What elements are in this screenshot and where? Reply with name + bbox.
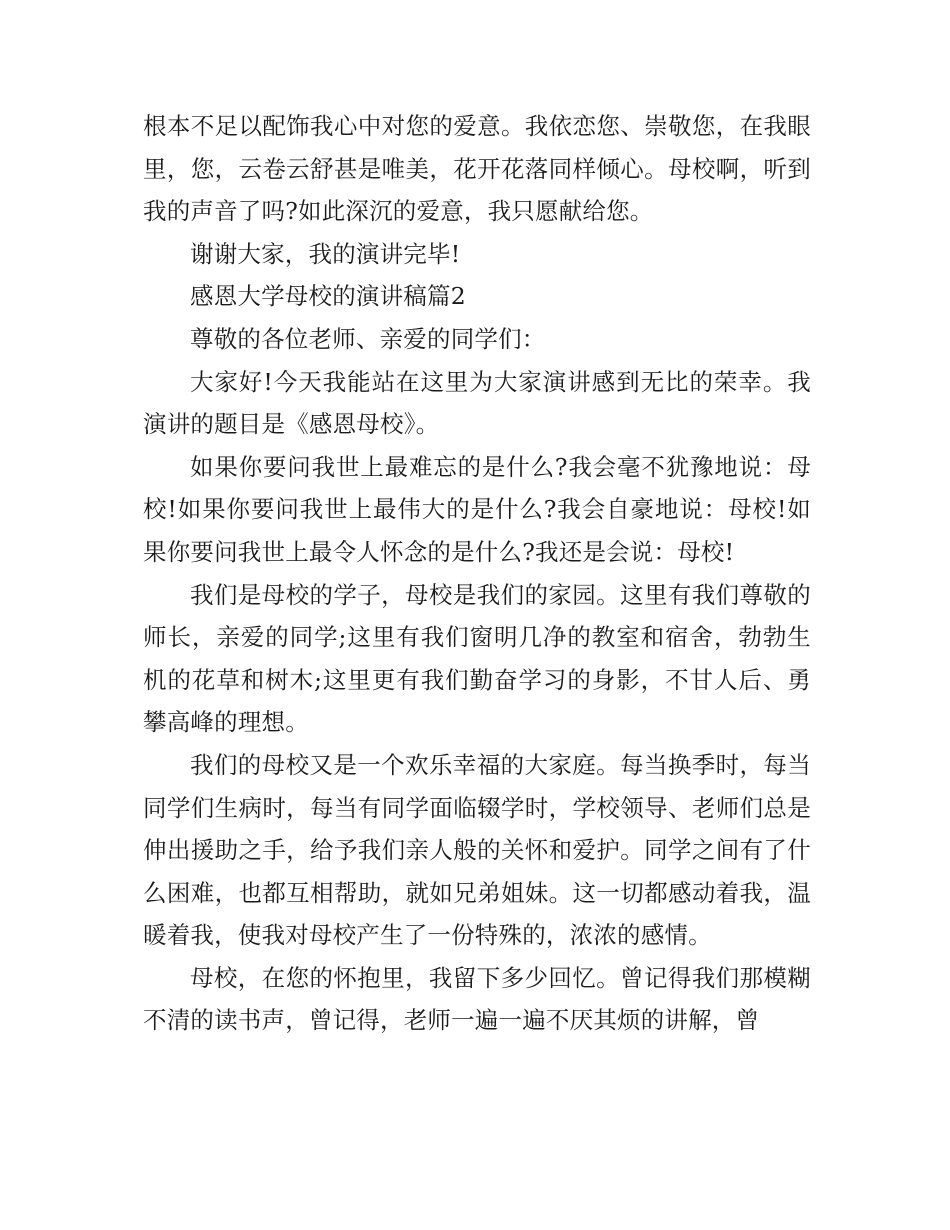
paragraph-greeting: 大家好!今天我能站在这里为大家演讲感到无比的荣幸。我演讲的题目是《感恩母校》。 xyxy=(143,367,811,439)
paragraph-continued: 根本不足以配饰我心中对您的爱意。我依恋您、崇敬您，在我眼里，您，云卷云舒甚是唯美，花开花落同样倾心。母校啊，听到我的声音了吗?如此深沉的爱意，我只愿献给您。 xyxy=(143,112,811,226)
document-body xyxy=(143,105,811,1042)
section-heading: 感恩大学母校的演讲稿篇2 xyxy=(190,282,466,311)
paragraph-questions: 如果你要问我世上最难忘的是什么?我会毫不犹豫地说：母校!如果你要问我世上最伟大的是什么?我会自豪地说：母校!如果你要问我世上最令人怀念的是什么?我还是会说：母校! xyxy=(143,452,811,566)
salutation: 尊敬的各位老师、亲爱的同学们： xyxy=(190,324,546,353)
paragraph-home: 我们是母校的学子，母校是我们的家园。这里有我们尊敬的师长，亲爱的同学;这里有我们窗明几净的教室和宿舍，勃勃生机的花草和树木;这里更有我们勤奋学习的身影，不甘人后、勇攀高峰的理想。 xyxy=(143,580,811,737)
paragraph-closing: 谢谢大家，我的演讲完毕! xyxy=(190,239,461,268)
paragraph-memories: 母校，在您的怀抱里，我留下多少回忆。曾记得我们那模糊不清的读书声，曾记得，老师一遍一遍不厌其烦的讲解，曾 xyxy=(143,963,811,1035)
paragraph-family: 我们的母校又是一个欢乐幸福的大家庭。每当换季时，每当同学们生病时，每当有同学面临辍学时，学校领导、老师们总是伸出援助之手，给予我们亲人般的关怀和爱护。同学之间有了什么困难，也都互相帮助，就如兄弟姐妹。这一切都感动着我，温暖着我，使我对母校产生了一份特殊的，浓浓的感情。 xyxy=(143,750,811,950)
